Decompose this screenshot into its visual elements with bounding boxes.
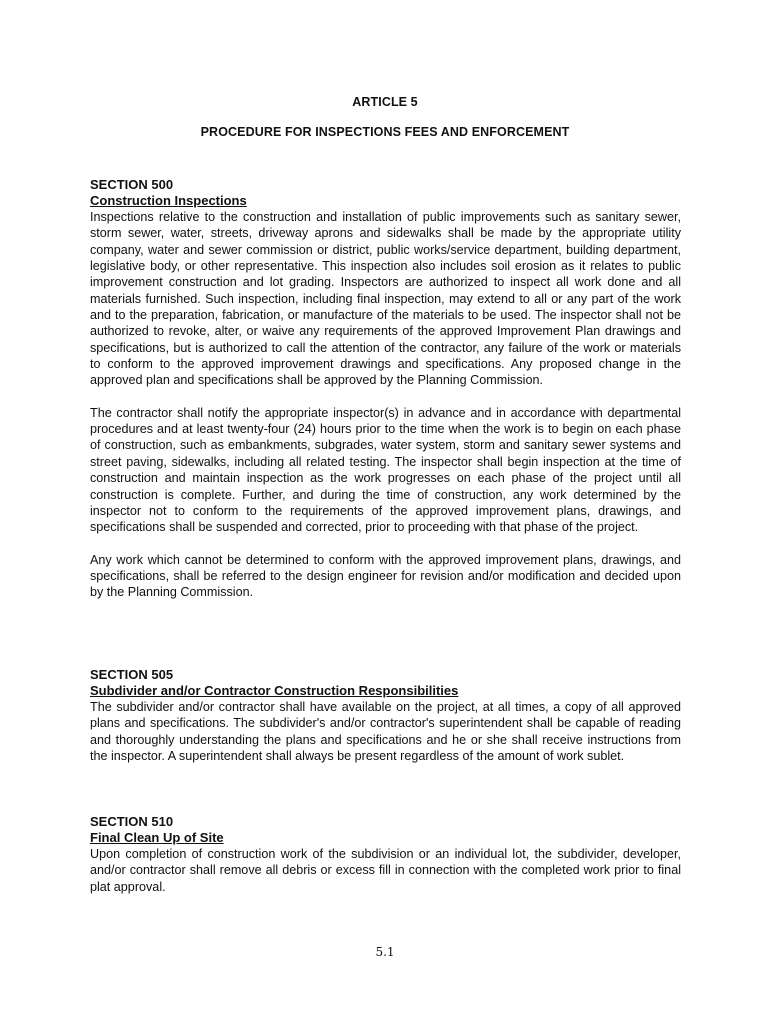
section-500-paragraph-3: Any work which cannot be determined to conform with the approved improvement plans, drawings, and specifications, shall be referred to the design engineer for revision and/or modification and decided upon by the Planning Commission. bbox=[90, 552, 681, 600]
article-subtitle: PROCEDURE FOR INSPECTIONS FEES AND ENFORCEMENT bbox=[200, 125, 570, 139]
section-500-paragraph-2: The contractor shall notify the appropriate inspector(s) in advance and in accordance with departmental procedures and at least twenty-four (24) hours prior to the time when the work is to begin on each phase of construction, such as embankments, subgrades, water system, storm and sanitary sewer systems and street paving, sidewalks, including all related testing. The inspector shall begin inspection at the time of construction and maintain inspection as the work progresses on each phase of the project until all construction is complete. Further, and during the time of construction, any work determined by the inspector not to conform to the requirements of the approved improvement plans, drawings, and specifications shall be suspended and corrected, prior to proceeding with that phase of the project. bbox=[90, 405, 681, 535]
section-510 bbox=[90, 814, 681, 895]
section-500-paragraph-1: Inspections relative to the construction and installation of public improvements such as sanitary sewer, storm sewer, water, streets, driveway aprons and sidewalks shall be made by the appropriate utility company, water and sewer commission or district, public works/service department, building department, legislative body, or other representative. This inspection also includes soil erosion as it relates to public improvement construction and lot grading. Inspectors are authorized to inspect all work done and all materials furnished. Such inspection, including final inspection, may extend to all or any part of the work and to the preparation, fabrication, or manufacture of the materials to be used. The inspector shall not be authorized to revoke, alter, or waive any requirements of the approved Improvement Plan drawings and specifications, but is authorized to call the attention of the contractor, any failure of the work or materials to conform to the approved improvement drawings and specifications. Any proposed change in the approved plan and specifications shall be approved by the Planning Commission. bbox=[90, 210, 681, 388]
section-505-paragraph-1: The subdivider and/or contractor shall have available on the project, at all times, a copy of all approved plans and specifications. The subdivider's and/or contractor's superintendent shall be capable of reading and thoroughly understanding the plans and specifications and he or she shall receive instructions from the inspector. A superintendent shall always be present regardless of the amount of work sublet. bbox=[90, 700, 681, 764]
section-505-number: SECTION 505 bbox=[90, 667, 174, 682]
section-500-number: SECTION 500 bbox=[90, 177, 174, 192]
section-500 bbox=[90, 177, 681, 601]
section-510-paragraph-1: Upon completion of construction work of the subdivision or an individual lot, the subdivider, developer, and/or contractor shall remove all debris or excess fill in connection with the completed work prior to final plat approval. bbox=[90, 847, 681, 894]
section-505 bbox=[90, 667, 681, 764]
section-510-number: SECTION 510 bbox=[90, 814, 174, 829]
page-number: 5.1 bbox=[375, 945, 395, 959]
section-505-heading: Subdivider and/or Contractor Construction Responsibilities bbox=[90, 683, 459, 698]
section-510-heading: Final Clean Up of Site bbox=[90, 830, 224, 845]
section-500-heading: Construction Inspections bbox=[90, 193, 247, 208]
article-title: ARTICLE 5 bbox=[352, 95, 418, 109]
